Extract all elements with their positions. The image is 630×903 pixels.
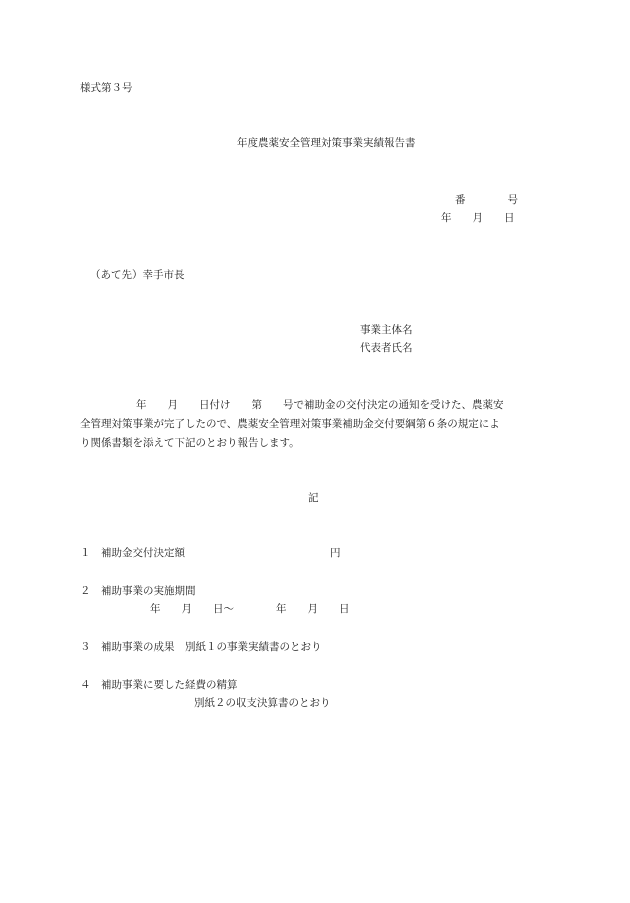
document-title: 年度農薬安全管理対策事業実績報告書 [237, 137, 416, 149]
addressee: （あて先）幸手市長 [90, 269, 185, 281]
document-date-label: 年 月 日 [441, 212, 515, 224]
representative-name-label: 代表者氏名 [360, 342, 413, 354]
item-2-label: ２ 補助事業の実施期間 [80, 585, 196, 597]
form-number: 様式第３号 [80, 82, 133, 94]
ki-heading: 記 [308, 492, 319, 504]
item-4-label: ４ 補助事業に要した経費の精算 [80, 679, 238, 691]
item-1-unit: 円 [330, 547, 341, 559]
item-4-detail: 別紙２の収支決算書のとおり [194, 697, 331, 709]
body-line-1: 年 月 日付け 第 号で補助金の交付決定の通知を受けた、農薬安 [136, 399, 504, 411]
body-line-2: 全管理対策事業が完了したので、農薬安全管理対策事業補助金交付要綱第６条の規定によ [80, 418, 500, 430]
item-3-label: ３ 補助事業の成果 別紙１の事業実績書のとおり [80, 641, 322, 653]
business-entity-label: 事業主体名 [360, 324, 413, 336]
body-line-3: り関係書類を添えて下記のとおり報告します。 [80, 437, 300, 449]
document-number-label: 番 号 [455, 194, 518, 206]
item-1-label: １ 補助金交付決定額 [80, 547, 185, 559]
item-2-period: 年 月 日～ 年 月 日 [150, 603, 350, 615]
